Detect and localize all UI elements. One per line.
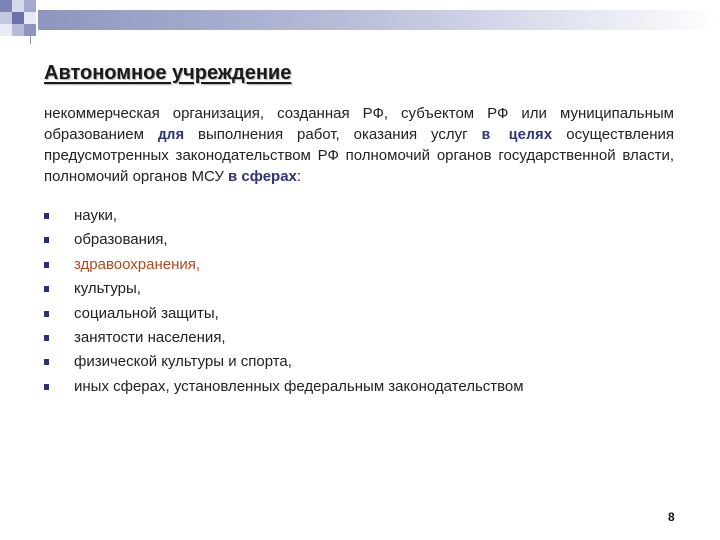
- list-item-label: занятости населения,: [74, 328, 226, 346]
- corner-square: [24, 0, 36, 12]
- paragraph-text: осуществления предусмотренных законодательством РФ полномочий органов государственной власти, полномочий органов МСУ: [44, 125, 674, 185]
- list-item: [44, 279, 684, 303]
- spheres-list: [44, 206, 684, 401]
- corner-square: [0, 24, 12, 36]
- list-item: [44, 328, 684, 352]
- list-item: [44, 255, 684, 279]
- list-item: [44, 377, 684, 401]
- definition-paragraph: [44, 104, 674, 187]
- corner-square: [24, 24, 36, 36]
- header-gradient-bar: [38, 10, 720, 30]
- square-bullet-icon: [44, 384, 49, 390]
- list-item: [44, 352, 684, 376]
- corner-square: [0, 12, 12, 24]
- list-item-label: науки,: [74, 207, 118, 224]
- paragraph-text: выполнения работ, оказания услуг: [184, 125, 482, 143]
- list-item-label: здравоохранения,: [74, 255, 201, 273]
- square-bullet-icon: [44, 286, 49, 292]
- corner-square: [12, 24, 24, 36]
- list-item-label: образования,: [74, 231, 168, 249]
- paragraph-text: :: [296, 167, 302, 185]
- corner-square: [12, 0, 24, 12]
- slide-title: Автономное учреждение: [44, 62, 292, 84]
- list-item-label: культуры,: [74, 280, 141, 298]
- square-bullet-icon: [44, 262, 49, 268]
- list-item-label: физической культуры и спорта,: [74, 353, 292, 371]
- list-item-label: социальной защиты,: [74, 304, 219, 322]
- corner-square: [12, 12, 24, 24]
- list-item: [44, 230, 684, 254]
- list-item: [44, 304, 684, 328]
- list-item: [44, 206, 684, 230]
- square-bullet-icon: [44, 311, 49, 317]
- square-bullet-icon: [44, 335, 49, 341]
- keyword-in-purposes: в целях: [481, 127, 553, 144]
- corner-square: [0, 0, 12, 12]
- keyword-for: для: [157, 127, 185, 144]
- list-item-label: иных сферах, установленных федеральным законодательством: [74, 377, 524, 395]
- keyword-in-spheres: в сферах: [228, 167, 297, 185]
- paragraph-text: некоммерческая организация, созданная РФ, субъектом РФ или муниципальным образованием: [44, 105, 674, 143]
- square-bullet-icon: [44, 213, 49, 219]
- decorative-corner-pattern: [0, 0, 720, 40]
- corner-square: [24, 12, 36, 24]
- square-bullet-icon: [44, 359, 49, 365]
- square-bullet-icon: [44, 237, 49, 243]
- page-number: 8: [668, 510, 675, 524]
